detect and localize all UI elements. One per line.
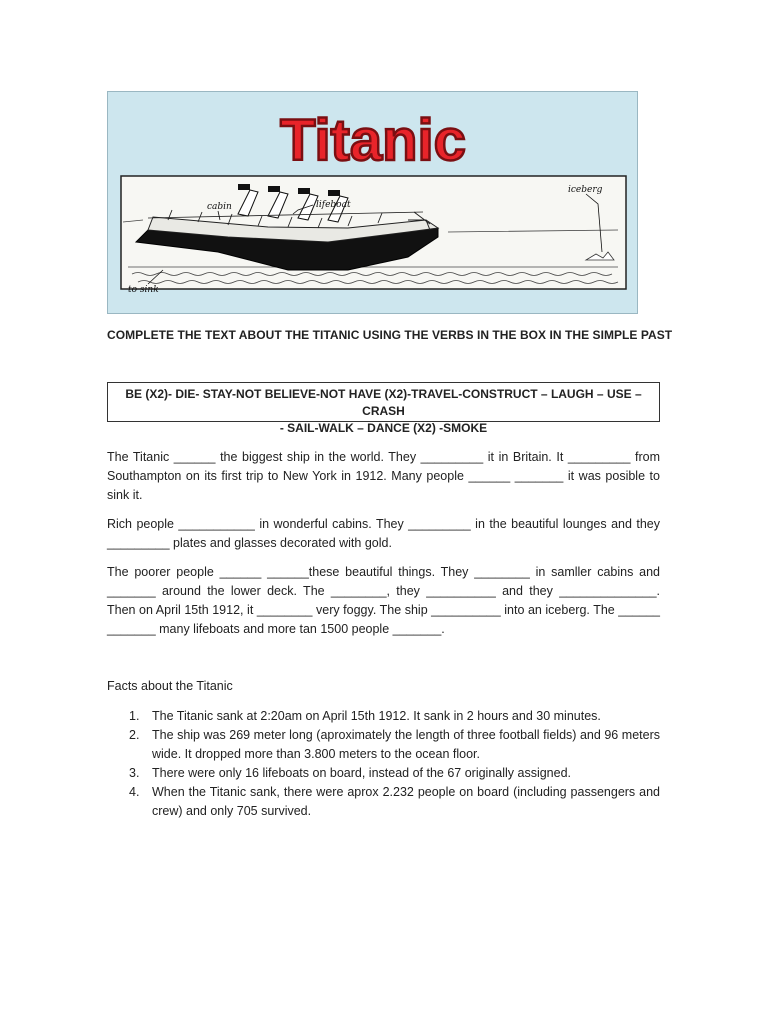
facts-list: [107, 707, 660, 821]
fact-number: 4.: [129, 785, 140, 799]
paragraph-2: Rich people ___________ in wonderful cabins. They _________ in the beautiful lounges and they _________ plates and glasses decorated with gold.: [107, 517, 660, 550]
fact-item: [107, 707, 660, 726]
to-sink-label: to sink: [128, 285, 159, 295]
fact-number: 2.: [129, 728, 140, 742]
fact-item: [107, 726, 660, 764]
verb-box-line-2: - SAIL-WALK – DANCE (X2) -SMOKE: [279, 421, 488, 435]
fact-text: The Titanic sank at 2:20am on April 15th 1912. It sank in 2 hours and 30 minutes.: [152, 709, 601, 723]
lifeboat-label: lifeboat: [316, 200, 351, 210]
fact-text: When the Titanic sank, there were aprox 2.232 people on board (including passengers and crew) and only 705 survived.: [152, 785, 660, 818]
verb-box-line-1: BE (X2)- DIE- STAY-NOT BELIEVE-NOT HAVE (X2)-TRAVEL-CONSTRUCT – LAUGH – USE – CRASH: [125, 387, 642, 418]
paragraph-3: The poorer people ______ ______these beautiful things. They ________ in samller cabins and _______ around the lower deck. The ________, they __________ and they ______________. Then on April 15th 1912, it ________ very foggy. The ship __________ into an iceberg. The ______ _______ many lifeboats and more tan 1500 people _______.: [107, 565, 660, 636]
header-title: Titanic: [280, 108, 466, 173]
fact-item: [107, 783, 660, 821]
exercise-instruction: COMPLETE THE TEXT ABOUT THE TITANIC USING THE VERBS IN THE BOX IN THE SIMPLE PAST: [107, 328, 673, 342]
fact-number: 3.: [129, 766, 140, 780]
titanic-illustration: [108, 92, 639, 315]
facts-title: Facts about the Titanic: [107, 679, 233, 693]
paragraph-1: The Titanic ______ the biggest ship in the world. They _________ it in Britain. It _________ from Southampton on its first trip to New York in 1912. Many people ______ _______ it was posible to sink it.: [107, 450, 660, 502]
titanic-header-image: [107, 91, 638, 314]
fact-item: [107, 764, 660, 783]
verb-box: [107, 382, 660, 435]
iceberg-label: iceberg: [568, 185, 603, 195]
cabin-label: cabin: [207, 202, 232, 212]
fact-number: 1.: [129, 709, 140, 723]
fact-text: There were only 16 lifeboats on board, instead of the 67 originally assigned.: [152, 766, 572, 780]
fact-text: The ship was 269 meter long (aproximately the length of three football fields) and 96 meters wide. It dropped more than 3.800 meters to the ocean floor.: [152, 728, 660, 761]
